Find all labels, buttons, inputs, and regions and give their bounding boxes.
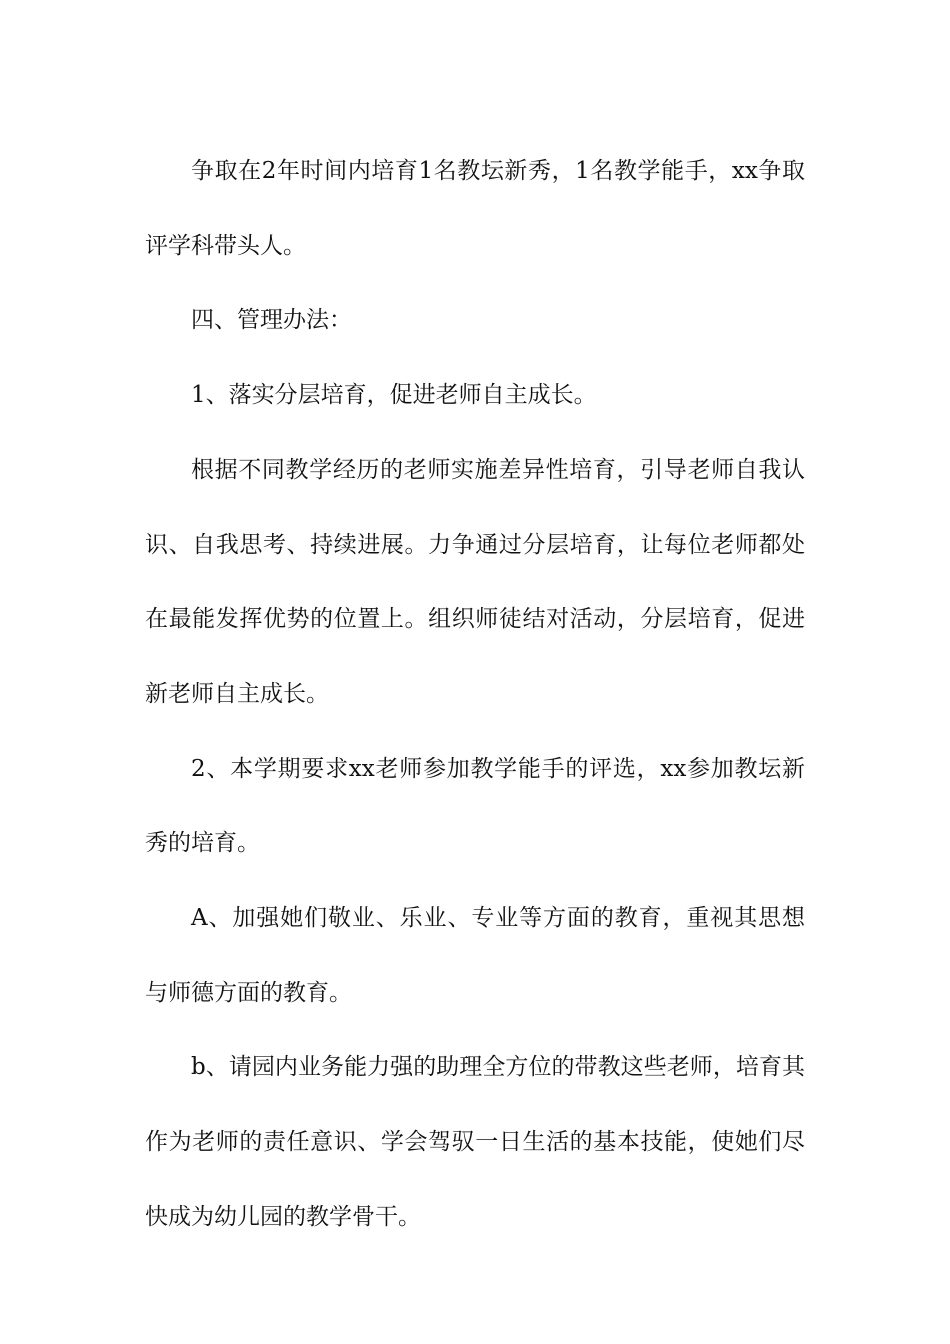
section-heading-management: 四、管理办法： xyxy=(191,307,352,334)
paragraph-item-1-title: 1、落实分层培育，促进老师自主成长。 xyxy=(191,382,597,409)
paragraph-goal: 争取在2年时间内培育1名教坛新秀，1名教学能手，xx争取评学科带头人。 xyxy=(145,158,805,259)
paragraph-item-1-body: 根据不同教学经历的老师实施差异性培育，引导老师自我认识、自我思考、持续进展。力争通过分层培育，让每位老师都处在最能发挥优势的位置上。组织师徒结对活动，分层培育，促进新老师自主成长。 xyxy=(145,456,805,707)
document-body xyxy=(145,134,805,1255)
paragraph-item-2: 2、本学期要求xx老师参加教学能手的评选，xx参加教坛新秀的培育。 xyxy=(145,755,805,857)
paragraph-item-a: A、加强她们敬业、乐业、专业等方面的教育，重视其思想与师德方面的教育。 xyxy=(145,905,805,1006)
paragraph-item-b: b、请园内业务能力强的助理全方位的带教这些老师，培育其作为老师的责任意识、学会驾驭一日生活的基本技能，使她们尽快成为幼儿园的教学骨干。 xyxy=(145,1054,805,1230)
